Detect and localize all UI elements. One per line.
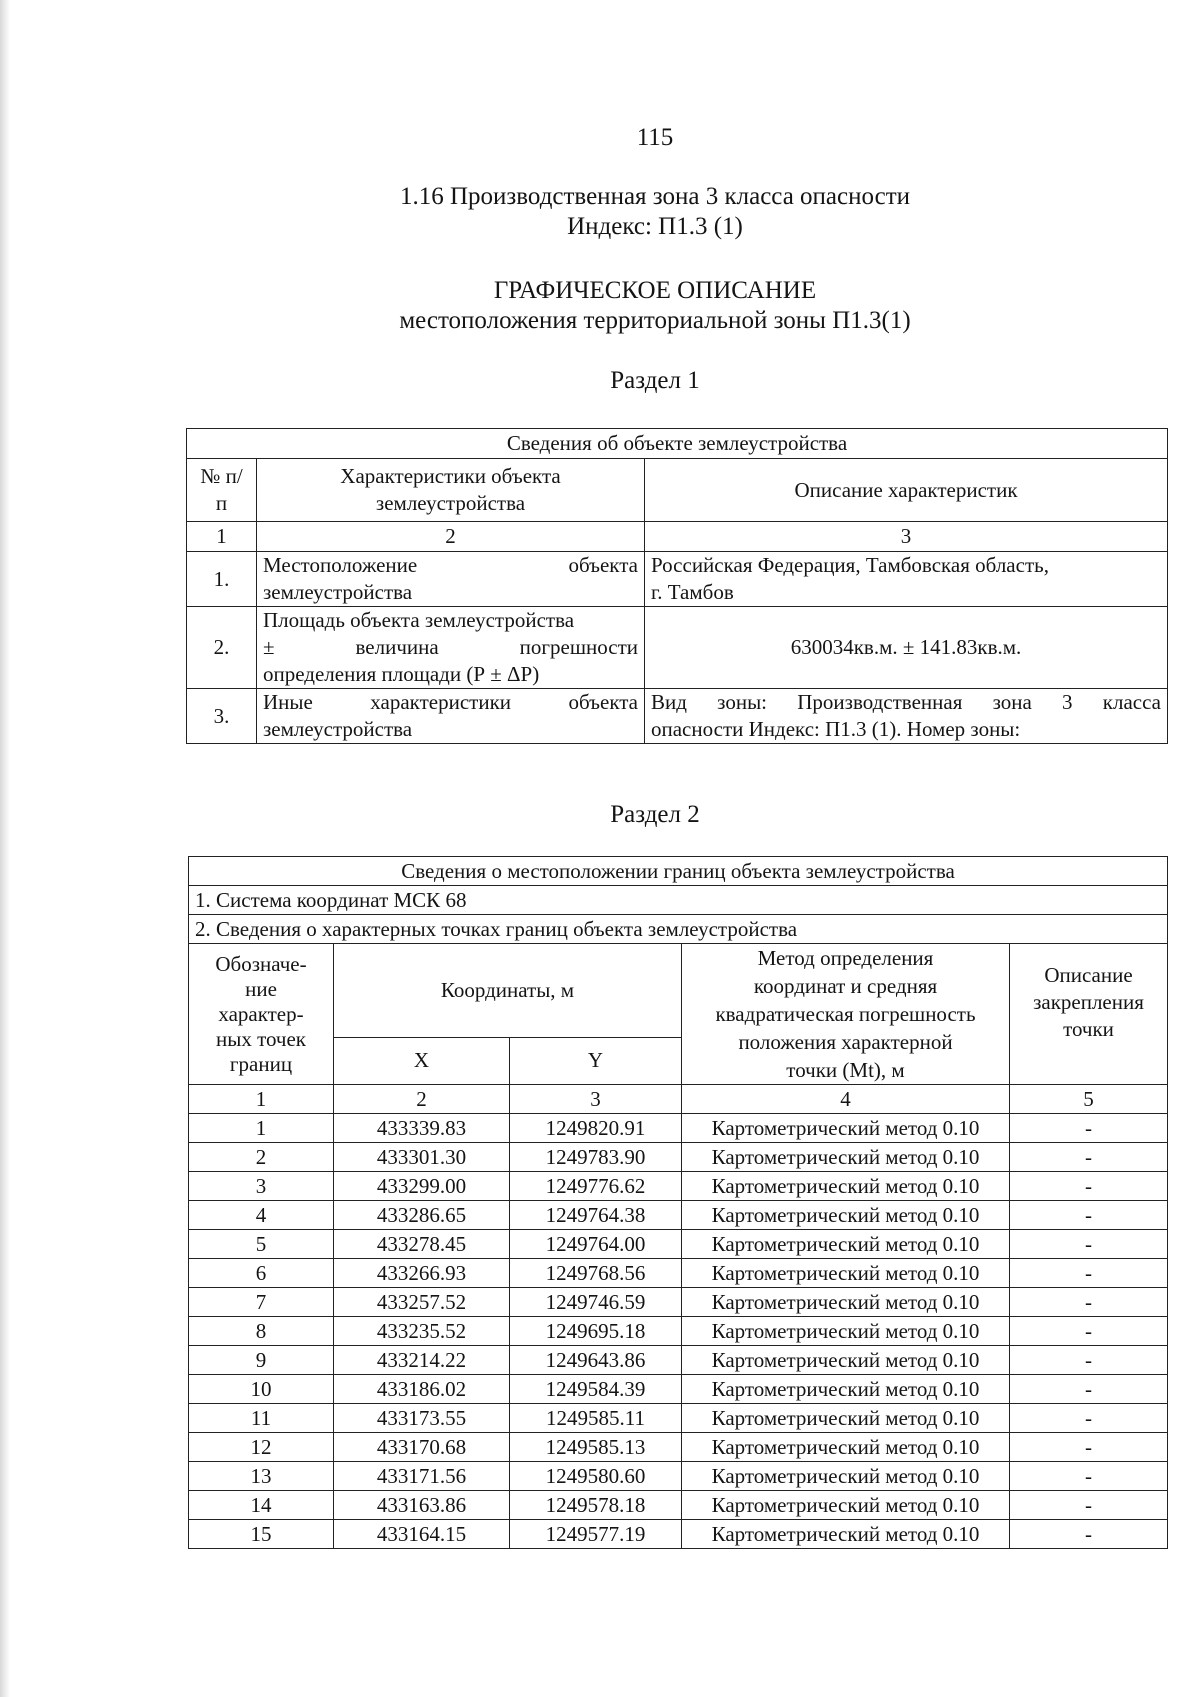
method: Картометрический метод 0.10 (682, 1346, 1010, 1375)
method: Картометрический метод 0.10 (682, 1404, 1010, 1433)
method: Картометрический метод 0.10 (682, 1259, 1010, 1288)
point-number: 12 (189, 1433, 334, 1462)
fixing: - (1010, 1462, 1168, 1491)
section1-title: Раздел 1 (610, 367, 700, 394)
table-row (189, 1375, 1168, 1404)
header-description: Описание характеристик (645, 459, 1168, 522)
table-row: 3. Иные характеристики объекта землеустройства Вид зоны: Производственная зона 3 класса опасности Индекс: П1.3 (1). Номер зоны: (187, 689, 1168, 744)
x-coordinate: 433214.22 (334, 1346, 510, 1375)
table-row (189, 1143, 1168, 1172)
fixing: - (1010, 1491, 1168, 1520)
header-characteristics: Характеристики объекта землеустройства (257, 459, 645, 522)
y-coordinate: 1249776.62 (510, 1172, 682, 1201)
point-number: 10 (189, 1375, 334, 1404)
y-coordinate: 1249764.38 (510, 1201, 682, 1230)
point-number: 11 (189, 1404, 334, 1433)
header-x: X (334, 1037, 510, 1084)
table-row (189, 1230, 1168, 1259)
point-number: 1 (189, 1114, 334, 1143)
table-row (189, 1259, 1168, 1288)
y-coordinate: 1249585.11 (510, 1404, 682, 1433)
y-coordinate: 1249820.91 (510, 1114, 682, 1143)
table-row (189, 1491, 1168, 1520)
fixing: - (1010, 1433, 1168, 1462)
y-coordinate: 1249643.86 (510, 1346, 682, 1375)
column-number-row: 1 2 3 (187, 522, 1168, 552)
y-coordinate: 1249695.18 (510, 1317, 682, 1346)
table-row (189, 1172, 1168, 1201)
x-coordinate: 433286.65 (334, 1201, 510, 1230)
header-num: № п/ п (187, 459, 257, 522)
boundary-caption: Сведения о местоположении границ объекта землеустройства (189, 857, 1168, 886)
header-fixing: Описание закрепления точки (1010, 944, 1168, 1085)
point-number: 7 (189, 1288, 334, 1317)
y-coordinate: 1249578.18 (510, 1491, 682, 1520)
x-coordinate: 433299.00 (334, 1172, 510, 1201)
method: Картометрический метод 0.10 (682, 1462, 1010, 1491)
table-row: 2. Площадь объекта землеустройства ± величина погрешности определения площади (Р ± ΔР) 630034кв.м. ± 141.83кв.м. (187, 607, 1168, 689)
object-info-caption: Сведения об объекте землеустройства (187, 429, 1168, 459)
characteristic-cell: Иные характеристики объекта землеустройства (257, 689, 645, 744)
graphic-heading (0, 276, 1200, 336)
boundary-points-table (188, 856, 1168, 1549)
zone-title: 1.16 Производственная зона 3 класса опасности (399, 183, 911, 210)
fixing: - (1010, 1520, 1168, 1549)
fixing: - (1010, 1288, 1168, 1317)
method: Картометрический метод 0.10 (682, 1375, 1010, 1404)
point-number: 9 (189, 1346, 334, 1375)
point-number: 15 (189, 1520, 334, 1549)
fixing: - (1010, 1346, 1168, 1375)
characteristic-cell: Площадь объекта землеустройства ± величина погрешности определения площади (Р ± ΔР) (257, 607, 645, 689)
point-number: 4 (189, 1201, 334, 1230)
graphic-subtitle: местоположения территориальной зоны П1.3(1) (399, 307, 911, 334)
fixing: - (1010, 1230, 1168, 1259)
x-coordinate: 433173.55 (334, 1404, 510, 1433)
scan-edge-shadow (0, 0, 10, 1697)
x-coordinate: 433164.15 (334, 1520, 510, 1549)
y-coordinate: 1249580.60 (510, 1462, 682, 1491)
y-coordinate: 1249783.90 (510, 1143, 682, 1172)
x-coordinate: 433278.45 (334, 1230, 510, 1259)
y-coordinate: 1249585.13 (510, 1433, 682, 1462)
fixing: - (1010, 1259, 1168, 1288)
table-row (189, 1288, 1168, 1317)
header-point-designation: Обозначе- ние характер- ных точек границ (189, 944, 334, 1085)
x-coordinate: 433171.56 (334, 1462, 510, 1491)
point-number: 14 (189, 1491, 334, 1520)
section2-title: Раздел 2 (610, 801, 700, 828)
y-coordinate: 1249746.59 (510, 1288, 682, 1317)
method: Картометрический метод 0.10 (682, 1288, 1010, 1317)
method: Картометрический метод 0.10 (682, 1317, 1010, 1346)
table-row (189, 1346, 1168, 1375)
zone-heading (0, 182, 1200, 242)
point-number: 8 (189, 1317, 334, 1346)
header-method: Метод определения координат и средняя квадратическая погрешность положения характерной точки (Mt), м (682, 944, 1010, 1085)
point-number: 13 (189, 1462, 334, 1491)
method: Картометрический метод 0.10 (682, 1433, 1010, 1462)
x-coordinate: 433266.93 (334, 1259, 510, 1288)
table-row (189, 1114, 1168, 1143)
table-row (189, 1404, 1168, 1433)
method: Картометрический метод 0.10 (682, 1143, 1010, 1172)
point-number: 2 (189, 1143, 334, 1172)
points-body (189, 1114, 1168, 1549)
point-number: 5 (189, 1230, 334, 1259)
points-caption: 2. Сведения о характерных точках границ объекта землеустройства (189, 915, 1168, 944)
x-coordinate: 433235.52 (334, 1317, 510, 1346)
x-coordinate: 433186.02 (334, 1375, 510, 1404)
method: Картометрический метод 0.10 (682, 1114, 1010, 1143)
fixing: - (1010, 1201, 1168, 1230)
fixing: - (1010, 1404, 1168, 1433)
characteristic-cell: Местоположение объекта землеустройства (257, 552, 645, 607)
table-row (189, 1433, 1168, 1462)
description-cell: Вид зоны: Производственная зона 3 класса опасности Индекс: П1.3 (1). Номер зоны: (645, 689, 1168, 744)
header-y: Y (510, 1037, 682, 1084)
object-info-table (186, 428, 1168, 744)
method: Картометрический метод 0.10 (682, 1230, 1010, 1259)
table-row (189, 1462, 1168, 1491)
graphic-title: ГРАФИЧЕСКОЕ ОПИСАНИЕ (493, 277, 817, 304)
y-coordinate: 1249577.19 (510, 1520, 682, 1549)
fixing: - (1010, 1172, 1168, 1201)
header-coordinates: Координаты, м (334, 944, 682, 1038)
column-number-row: 1 2 3 4 5 (189, 1085, 1168, 1114)
x-coordinate: 433170.68 (334, 1433, 510, 1462)
description-cell: Российская Федерация, Тамбовская область, г. Тамбов (645, 552, 1168, 607)
table-row (189, 1201, 1168, 1230)
x-coordinate: 433163.86 (334, 1491, 510, 1520)
description-cell: 630034кв.м. ± 141.83кв.м. (645, 607, 1168, 689)
method: Картометрический метод 0.10 (682, 1172, 1010, 1201)
x-coordinate: 433301.30 (334, 1143, 510, 1172)
zone-index: Индекс: П1.3 (1) (567, 213, 743, 240)
method: Картометрический метод 0.10 (682, 1491, 1010, 1520)
page-number: 115 (636, 124, 674, 151)
y-coordinate: 1249584.39 (510, 1375, 682, 1404)
fixing: - (1010, 1375, 1168, 1404)
fixing: - (1010, 1317, 1168, 1346)
point-number: 3 (189, 1172, 334, 1201)
method: Картометрический метод 0.10 (682, 1201, 1010, 1230)
fixing: - (1010, 1143, 1168, 1172)
table-row (189, 1317, 1168, 1346)
fixing: - (1010, 1114, 1168, 1143)
table-row (189, 1520, 1168, 1549)
x-coordinate: 433257.52 (334, 1288, 510, 1317)
x-coordinate: 433339.83 (334, 1114, 510, 1143)
table-row: 1. Местоположение объекта землеустройства Российская Федерация, Тамбовская область, г. Тамбов (187, 552, 1168, 607)
coordinate-system: 1. Система координат МСК 68 (189, 886, 1168, 915)
y-coordinate: 1249768.56 (510, 1259, 682, 1288)
point-number: 6 (189, 1259, 334, 1288)
y-coordinate: 1249764.00 (510, 1230, 682, 1259)
method: Картометрический метод 0.10 (682, 1520, 1010, 1549)
